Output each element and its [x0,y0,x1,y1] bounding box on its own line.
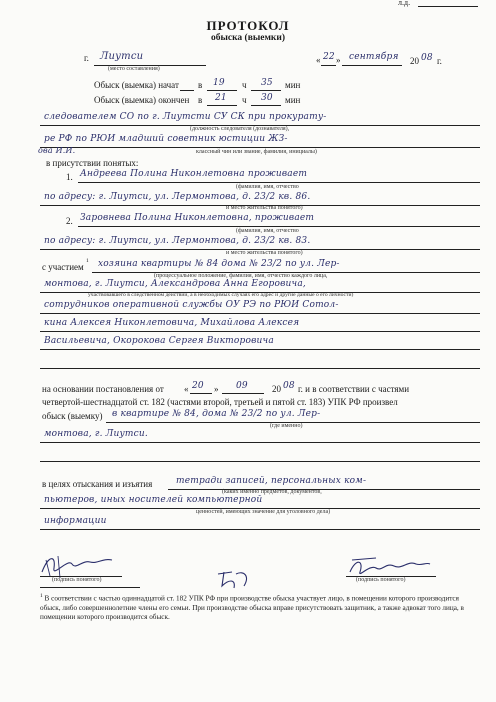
footnote-mark-ref: 1 [86,258,89,264]
search-start-hour: 19 [213,78,225,88]
sheet-number-line [418,6,478,7]
basis-prefix: на основании постановления от [42,384,164,394]
search-end-hour: 21 [215,93,227,103]
participants-line-4: кина Алексея Никонлетовича, Михайлова Алексея [44,318,300,328]
place-value: Лиутси [100,51,144,62]
participants-line-3: сотрудников оперативной службы ОУ РЭ по РЮИ Сотол- [44,300,339,310]
footnote-text: В соответствии с частью одиннадцатой ст. 182 УПК РФ при производстве обыска участвует лицо, в помещении которого производится обыск, либо совершеннолетние члены его семьи. При производстве обыска вправе присутствовать защитник, а также адвокат того лица, в помещении которого производится обыск. [40,594,464,621]
purpose-line-1: тетради записей, персональных ком- [176,476,367,486]
sheet-label: л.д. [398,0,411,7]
search-end-label: Обыск (выемка) окончен [94,95,190,105]
search-place-line-2: монтова, г. Лиутси. [44,429,148,439]
witness-2-name: Заровнева Полина Никонлетовна, проживает [80,213,315,223]
footnote [40,592,476,622]
investigator-sublabel-1: (должность следователя (дознавателя), [190,126,290,132]
participants-line-5: Васильевича, Окорокова Сергея Викторовича [44,336,274,346]
witness-2-address: по адресу: г. Лиутси, ул. Лермонтова, д. 23/2 кв. 83. [44,236,311,246]
search-start-min: 35 [261,78,273,88]
date-year: 08 [421,53,433,63]
participants-line-1: хозяина квартиры № 84 дома № 23/2 по ул. Лер- [98,259,340,269]
footnote-mark: 1 [40,593,43,599]
basis-day: 20 [192,381,204,391]
witness-1-address: по адресу: г. Лиутси, ул. Лермонтова, д. 23/2 кв. 86. [44,192,311,202]
place-prefix: г. [84,53,89,63]
witnesses-label: в присутствии понятых: [46,158,139,168]
investigator-line-3: ова И.И. [38,146,76,155]
document-title: ПРОТОКОЛ [206,18,290,33]
participants-line-2: монтова, г. Лиутси, Александрова Анна Егоровича, [44,279,306,289]
witness-2-signature-label: (подпись понятого) [356,577,406,583]
document-subtitle: обыска (выемки) [210,33,286,43]
date-year-end: г. [437,56,442,66]
investigator-sublabel-2: классный чин или звание, фамилия, инициалы) [196,149,317,155]
basis-month: 09 [236,381,248,391]
purpose-line-2: пьютеров, иных носителей компьютерной [44,495,263,505]
search-place-line-1: в квартире № 84, дома № 23/2 по ул. Лер- [112,409,321,419]
investigator-signature [214,566,254,592]
protocol-page: л.д. ПРОТОКОЛ обыска (выемки) г. Лиутси (место составления) « 22 » сентября 20 08 г. Обыск (выемка) начат в 19 ч 35 мин Обыск (выемка) окончен в 21 ч 30 мин следователем СО по г. Лиутсти СУ СК при прокурату- (должность следователя (дознавателя), ре РФ по РЮИ младший советник юстиции ЖЗ- ова И.И. классный чин или звание, фамилия, инициалы) в присутствии понятых: 1. Андреева Полина Никонлетовна проживает (фамилия, имя, отчество по адресу: г. Лиутси, ул. Лермонтова, д. 23/2 кв. 86. и место жительства понятого) 2. Заровнева Полина Никонлетовна, проживает (фамилия, имя, отчество по адресу: г. Лиутси, ул. Лермонтова, д. 23/2 кв. 83. и место жительства понятого) с участием 1 хозяина квартиры № 84 дома № 23/2 по ул. Лер- (процессуальное положение, фамилия, имя, отчество каждого лица, монтова, г. Лиутси, Александрова Анна Егоровича, участвовавшего в следственном действии, а в необходимых случаях его адрес и другие данные о его личности) сотрудников оперативной службы ОУ РЭ по РЮИ Сотол- кина Алексея Никонлетовича, Михайлова Алексея Васильевича, Окорокова Сергея Викторовича на основании постановления от « 20 » 09 20 08 г. и в соответствии с частями четвертой-шестнадцатой ст. 182 (частями второй, третьей и пятой ст. 183) УПК РФ произвел обыск (выемку) в квартире № 84, дома № 23/2 по ул. Лер- (где именно) монтова, г. Лиутси. в целях отыскания и изъятия тетради записей, персональных ком- (каких именно предметов, документов, пьютеров, иных носителей компьютерной ценностей, имеющих значение для уголовного дела) информации (подпись понятого) (подпись понятого) $^1$ В соответствии с частью одиннадцатой ст. 182 УПК РФ при производстве обыска участвует лицо, в помещении которого производится обыск, либо совершеннолетние члены его семьи. При производстве обыска вправе присутствовать защитник, а также адвокат того лица, в помещении которого производится обыск. [0,0,496,702]
date-day: 22 [323,52,335,62]
place-sublabel: (место составления) [108,66,160,72]
search-end-min: 30 [261,93,273,103]
basis-line-2: четвертой-шестнадцатой ст. 182 (частями второй, третьей и пятой ст. 183) УПК РФ произвел [42,397,398,407]
date-month: сентября [349,52,399,62]
witness-1-signature-label: (подпись понятого) [52,577,102,583]
footnote-separator [40,587,140,588]
witness-1-name: Андреева Полина Никонлетовна проживает [80,169,308,179]
investigator-line-2: ре РФ по РЮИ младший советник юстиции ЖЗ- [44,134,288,144]
participants-label: с участием [42,262,84,272]
search-start-label: Обыск (выемка) начат [94,80,179,90]
investigator-line-1: следователем СО по г. Лиутсти СУ СК при прокурату- [44,112,327,122]
purpose-line-3: информации [44,516,107,526]
purpose-prefix: в целях отыскания и изъятия [42,479,153,489]
date-year-prefix: 20 [410,56,419,66]
basis-line-3-prefix: обыск (выемку) [42,411,103,421]
basis-year: 08 [283,381,295,391]
